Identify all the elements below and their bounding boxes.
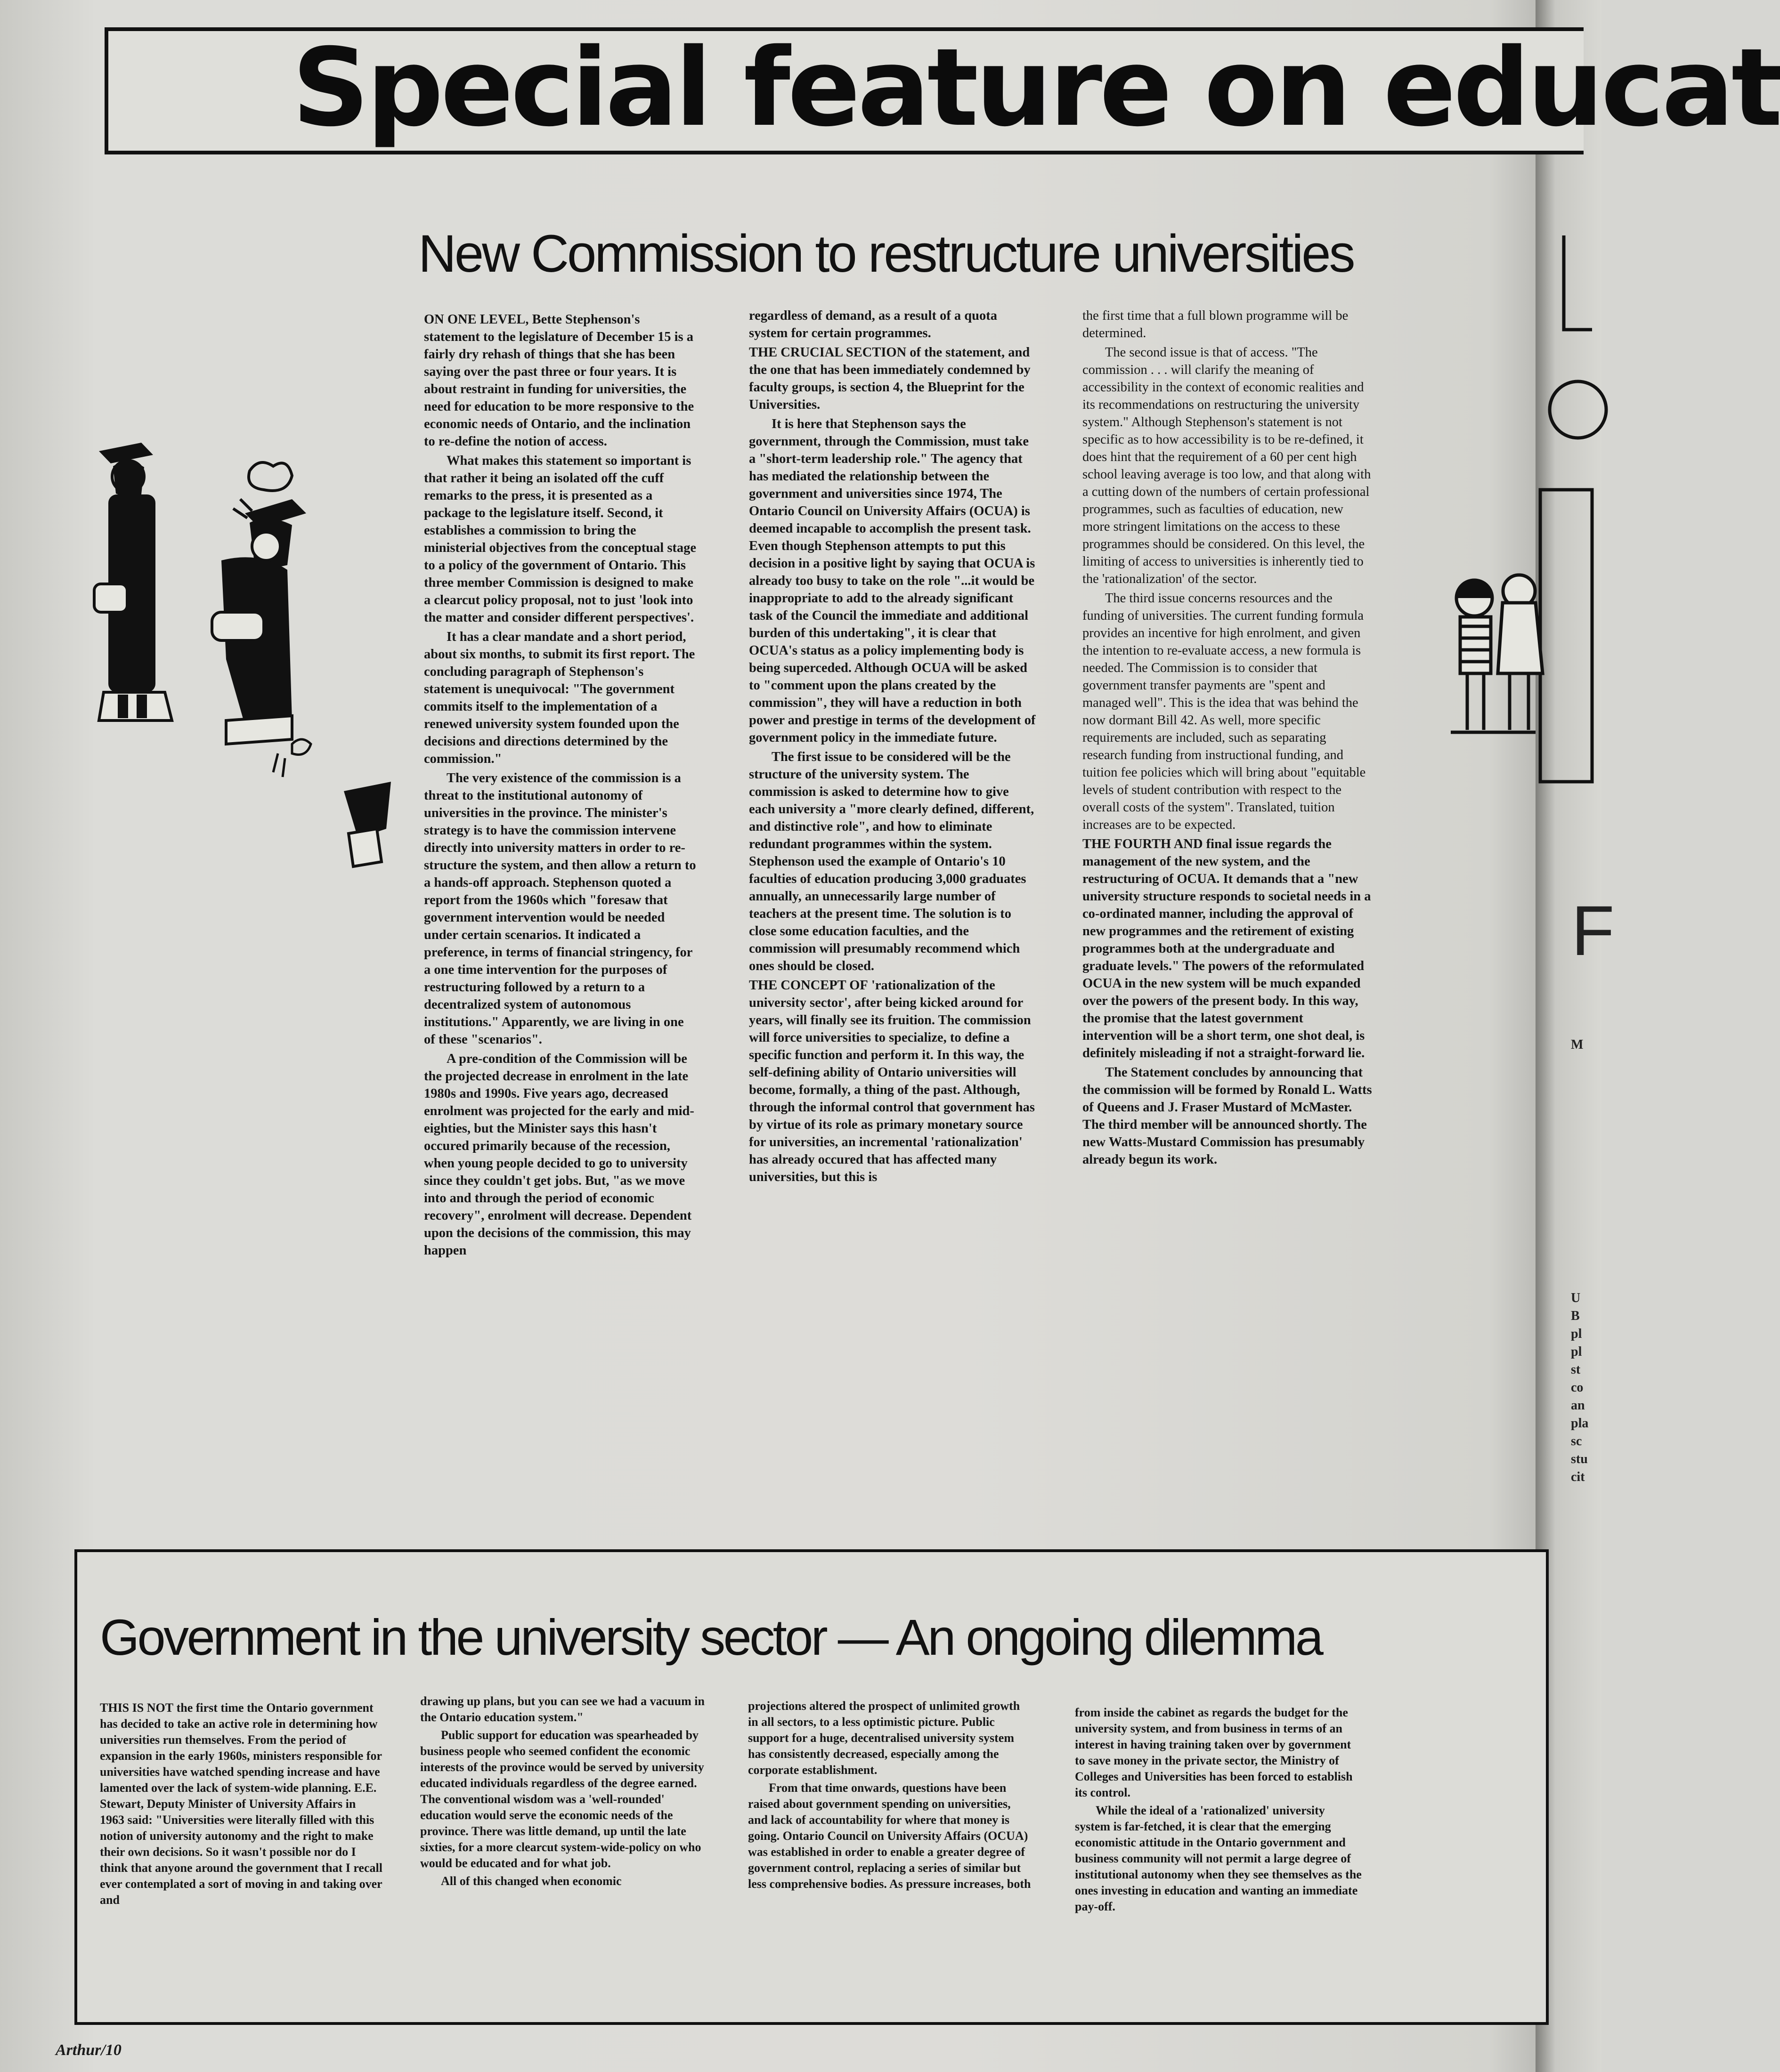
paragraph: [100, 1700, 382, 1908]
paragraph-text: The very existence of the commission is a threat to the institutional autonomy of universities in the province. The minister's strategy is to have the commission intervene directly into university matters in order to re-structure the system, and then allow a return to a hands-off approach. Stephenson quoted a report from the 1960s which "foresaw that government intervention would be needed under certain scenarios. It indicated a preference, in terms of financial stringency, for a one time intervention for the purposes of restructuring followed by a return to a decentralized system of autonomous institutions." Apparently, we are living in one of these "scenarios".: [424, 771, 696, 1047]
paragraph-text: final issue regards the management of the new system, and the restructuring of OCUA. It demands that a "new university structure responds to societal needs in a co-ordinated manner, including the approval of new programmes and the retirement of existing programmes both at the undergraduate and graduate levels." The powers of the reformulated OCUA in the new system will be much expanded over the powers of the present body. In this way, the promise that the latest government intervention will be a short term, one shot deal, is definitely misleading if not a straight-forward lie.: [1082, 837, 1371, 1060]
paragraph-text: A pre-condition of the Commission will be the projected decrease in enrolment in the late 1980s and 1990s. Five years ago, decreased enrolment was projected for the early and mid-eighties, but the Minister says this hasn't occured primarily because of the recession, when young people decided to go to university since they couldn't get jobs. But, "as we move into and through the period of economic recovery", enrolment will decrease. Dependent upon the decisions of the commission, this may happen: [424, 1052, 694, 1258]
paragraph: [424, 628, 697, 768]
paragraph: [749, 415, 1036, 746]
paragraph: [420, 1693, 705, 1725]
banner-title: Special feature on educat: [292, 25, 1780, 150]
paragraph: [424, 1050, 697, 1259]
paragraph-text: It is here that Stephenson says the government, through the Commission, must take a "short-term leadership role." The agency that has mediated the relationship between the government and universities since 1974, The Ontario Council on University Affairs (OCUA) is deemed incapable to accomplish the present task. Even though Stephenson attempts to put this decision in a positive light by saying that OCUA is already too busy to take on the role "...it would be inappropriate to add to the already significant task of the Council the immediate and additional burden of this undertaking", it is clear that OCUA's status as a policy implementing body is being superceded. Although OCUA will be asked to "comment upon the plans created by the commission", they will have a reduction in both power and prestige in terms of the development of government policy in the immediate future.: [749, 417, 1036, 745]
paragraph: [1082, 1064, 1372, 1168]
lead-in: ON ONE LEVEL,: [424, 312, 529, 327]
paragraph: [424, 452, 697, 626]
paragraph: [749, 977, 1036, 1186]
paragraph: [748, 1698, 1033, 1778]
fragment: an: [1571, 1398, 1585, 1413]
paragraph-text: From that time onwards, questions have been raised about government spending on universities, and lack of accountability for where that money is going. Ontario Council on University Affairs (OCUA) was established in order to enable a greater degree of government control, replacing a series of similar but less comprehensive bodies. As pressure increases, both: [748, 1781, 1031, 1891]
adjacent-page-large-letter: F: [1571, 891, 1615, 970]
paragraph-text: drawing up plans, but you can see we had a vacuum in the Ontario education system.": [420, 1694, 705, 1724]
fragment: co: [1571, 1380, 1584, 1395]
lead-in: THE FOURTH AND: [1082, 837, 1203, 851]
page-folio: Arthur/10: [56, 2041, 122, 2059]
lead-in: THE CRUCIAL SECTION: [749, 345, 907, 360]
paragraph: [1075, 1705, 1362, 1801]
paragraph-text: 'rationalization of the university sector', after being kicked around for years, will finally see its fruition. The commission will force universities to specialize, to define a specific function and perform it. In this way, the self-defining ability of Ontario universities will become, formally, a thing of the past. Although, through the informal control that government has by virtue of its role as primary monetary source for universities, an incremental 'rationalization' has already occured that has affected many universities, but this is: [749, 978, 1035, 1184]
paragraph: [1082, 590, 1372, 834]
paragraph: [424, 769, 697, 1048]
fragment: st: [1571, 1362, 1581, 1377]
fragment: pl: [1571, 1344, 1582, 1359]
article-1-column-3: [1082, 307, 1372, 1170]
article-2-column-1: [100, 1700, 382, 1910]
lead-in: THE CONCEPT OF: [749, 978, 868, 993]
paragraph: [748, 1780, 1033, 1892]
paragraph: [749, 748, 1036, 975]
article-1-column-2: [749, 307, 1036, 1188]
paragraph-text: The Statement concludes by announcing that the commission will be formed by Ronald L. Watts of Queens and J. Fraser Mustard of McMaster. The third member will be announced shortly. The new Watts-Mustard Commission has presumably already begun its work.: [1082, 1065, 1372, 1167]
paragraph: [1082, 835, 1372, 1062]
fragment: sc: [1571, 1434, 1582, 1449]
article-2-headline: Government in the university sector — An ongoing dilemma: [100, 1609, 1322, 1666]
article-2-column-4: [1075, 1705, 1362, 1917]
paragraph-text: the first time the Ontario government has decided to take an active role in determining how universities run themselves. From the period of expansion in the early 1960s, ministers responsible for universities have watched spending increase and have lamented over the lack of system-wide planning. E.E. Stewart, Deputy Minister of University Affairs in 1963 said: "Universities were literally filled with this notion of university autonomy and the right to make their own decisions. So it wasn't possible nor do I think that anyone around the government that I recall ever contemplated a sort of moving in and taking over and: [100, 1701, 382, 1907]
fragment: cit: [1571, 1470, 1585, 1484]
paragraph-text: Public support for education was spearheaded by business people who seemed confident the economic interests of the province would be served by university educated individuals regardless of the degree earned. The conventional wisdom was a 'well-rounded' education would serve the economic needs of the province. There was little demand, up until the late sixties, for a more clearcut system-wide-policy on who would be educated and for what job.: [420, 1728, 704, 1870]
section-banner: [105, 25, 1780, 154]
paragraph-text: What makes this statement so important is that rather it being an isolated off the cuff remarks to the press, it is presented as a package to the legislature itself. Second, it establishes a commission to bring the ministerial objectives from the conceptual stage to a policy of the government of Ontario. This three member Commission is designed to make a clearcut policy proposal, not to just 'look into the matter and consider different perspectives'.: [424, 453, 697, 625]
fragment: pla: [1571, 1416, 1589, 1431]
graduates-cartoon-illustration: [71, 414, 429, 895]
fragment: M: [1571, 1037, 1584, 1052]
article-2-column-2: [420, 1693, 705, 1891]
fragment: U: [1571, 1291, 1581, 1305]
paragraph-text: The third issue concerns resources and the funding of universities. The current funding formula provides an incentive for high enrolment, and given the intention to re-evaluate access, a new formula is needed. The Commission is to consider that government transfer payments are "spent and managed well". This is the idea that was behind the now dormant Bill 42. As well, more specific requirements are included, such as separating research funding from instructional funding, and tuition fee policies which will bring about "equitable levels of student contribution with respect to the overall costs of the system". Translated, tuition increases are to be expected.: [1082, 591, 1366, 832]
paragraph-text: the first time that a full blown programme will be determined.: [1082, 308, 1349, 340]
paragraph-tail: .: [817, 397, 821, 412]
paragraph: [749, 307, 1036, 342]
article-1-column-1: [424, 311, 697, 1261]
paragraph: [749, 344, 1036, 413]
paragraph-text: from inside the cabinet as regards the budget for the university system, and from business in terms of an interest in having training taken over by government to save money in the private sector, the Ministry of Colleges and Universities has been forced to establish its control.: [1075, 1706, 1353, 1799]
article-2-column-3: [748, 1698, 1033, 1894]
paragraph-text: It has a clear mandate and a short period, about six months, to submit its first report. The concluding paragraph of Stephenson's statement is unequivocal: "The government commits itself to the implementation of a renewed university system founded upon the decisions and directions determined by the commission.": [424, 630, 695, 766]
paragraph: [420, 1873, 705, 1889]
bold-phrase: Blueprint for the Universities: [749, 380, 1024, 412]
paragraph-text: While the ideal of a 'rationalized' university system is far-fetched, it is clear that the emerging economistic attitude in the Ontario government and business community will not permit a large degree of institutional autonomy when they see themselves as the ones investing in education and wanting an immediate pay-off.: [1075, 1804, 1362, 1913]
paragraph-text: All of this changed when economic: [441, 1874, 622, 1888]
paragraph-text: Bette Stephenson's statement to the legislature of December 15 is a fairly dry rehash of things that she has been saying over the past three or four years. It is about restraint in funding for universities, the need for education to be more responsive to the economic needs of Ontario, and the inclination to re-define the notion of access.: [424, 312, 694, 449]
graduate-figure-falling: [273, 739, 391, 866]
paragraph: [1082, 307, 1372, 342]
fragment: stu: [1571, 1452, 1588, 1466]
paragraph-text: regardless of demand, as a result of a quota system for certain programmes.: [749, 308, 997, 340]
graduate-figure-standing: [94, 443, 172, 720]
paragraph: [1075, 1803, 1362, 1915]
fragment: pl: [1571, 1327, 1582, 1341]
lead-in: THIS IS NOT: [100, 1701, 174, 1715]
paragraph: [1082, 344, 1372, 588]
paragraph-text: projections altered the prospect of unlimited growth in all sectors, to a less optimistic picture. Public support for a huge, decentralised university system has consistently decreased, especially among the corporate establishment.: [748, 1699, 1020, 1777]
article-1-headline: New Commission to restructure universities: [418, 224, 1354, 283]
paragraph: [420, 1727, 705, 1871]
adjacent-page-fragments: [1571, 1036, 1599, 1486]
paragraph-text: of the statement, and the one that has been immediately condemned by faculty groups, is section 4, the: [749, 345, 1031, 395]
paragraph: [424, 311, 697, 450]
paragraph-text: The second issue is that of access. "The commission . . . will clarify the meaning of accessibility in the context of economic realities and its recommendations on restructuring the university system." Although Stephenson's statement is not specific as to how accessibility is to be re-defined, it does hint that the requirement of a 60 per cent high school leaving average is too low, and that along with a cutting down of the numbers of certain professional programmes, such as faculties of education, new more stringent limitations on the access to these programmes should be considered. On this level, the limiting of access to universities is inherently tied to the 'rationalization' of the sector.: [1082, 345, 1371, 586]
graduate-figure-bowing: [212, 462, 306, 744]
fragment: B: [1571, 1309, 1580, 1323]
paragraph-text: The first issue to be considered will be the structure of the university system. The commission is asked to determine how to give each university a "more clearly defined, different, and distinctive role", and how to eliminate redundant programmes within the system. Stephenson used the example of Ontario's 10 faculties of education producing 3,000 graduates annually, an unnecessarily large number of teachers at the present time. The solution is to close some education faculties, and the commission will presumably recommend which ones should be closed.: [749, 750, 1034, 973]
adjacent-page-children-illustration: [1422, 207, 1592, 819]
